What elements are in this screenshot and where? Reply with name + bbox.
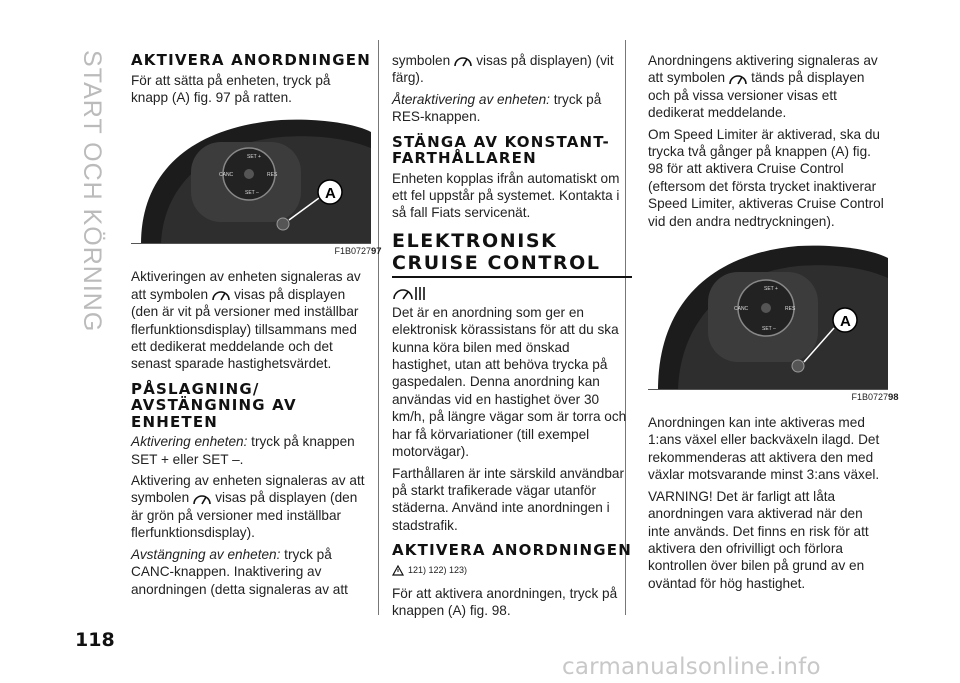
paragraph: Enheten kopplas ifrån automatiskt om ett fel uppstår på systemet. Kontakta i så fall Fiats servicenät. <box>392 170 620 221</box>
column-divider <box>378 40 379 615</box>
set-minus-label: SET – <box>245 190 259 197</box>
heading-paslagning: PÅSLAGNING/ AVSTÄNGNING AV ENHETEN <box>131 379 297 431</box>
heading-aktivera-2: AKTIVERA ANORDNINGEN <box>392 541 632 560</box>
watermark: carmanualsonline.info <box>562 654 821 680</box>
set-plus-label: SET + <box>247 154 261 161</box>
paragraph: Aktiveringen av enheten signaleras av att symbolen visas på displayen (den är vit på versioner med inställbar flerfunktionsdisplay) tillsammans med ett dedikerat meddelande och det senast sparade hastighetsvärdet. <box>131 269 361 372</box>
set-plus-label: SET + <box>764 286 778 293</box>
cruise-activate-button <box>277 218 289 230</box>
page-number: 118 <box>75 629 115 651</box>
cruise-control-icon <box>392 284 432 302</box>
paragraph: Anordningen kan inte aktiveras med 1:ans växel eller backväxeln ilagd. Det rekommenderas att aktivera den med växlar motsvarande minst 3:ans växel. <box>648 415 880 483</box>
paragraph: Farthållaren är inte särskild användbar på starkt trafikerade vägar utanför städerna. Använd inte anordningen i stadstrafik. <box>392 465 624 533</box>
res-label: RES <box>267 172 278 179</box>
heading-cruise-control: ELEKTRONISK CRUISE CONTROL <box>392 229 601 274</box>
paragraph: Anordningens aktivering signaleras av att symbolen tänds på displayen och på vissa versioner visas ett dedikerat meddelande. <box>648 53 878 121</box>
paragraph: För att aktivera anordningen, tryck på knappen (A) fig. 98. <box>392 586 618 619</box>
paragraph: Det är en anordning som ger en elektronisk körassistans för att du ska kunna köra bilen med önskad hastighet, utan att behöva trycka på gaspedalen. Denna anordning kan användas vid en hastighet över 30 km/h, på längre vägar som är torra och har få körvariationer (till exempel motorvägar). <box>392 304 627 460</box>
paragraph: Återaktivering av enheten: tryck på RES-knappen. <box>392 91 602 125</box>
heading-aktivera: AKTIVERA ANORDNINGEN <box>131 51 371 69</box>
paragraph: Aktivering enheten: tryck på knappen SET + eller SET –. <box>131 434 355 467</box>
figure-code: F1B0727 <box>851 391 888 402</box>
svg-text:A: A <box>325 185 336 203</box>
figure-98 <box>648 236 899 408</box>
figure-code: F1B0727 <box>334 245 371 256</box>
paragraph: symbolen visas på displayen) (vit färg). <box>392 53 614 86</box>
heading-stanga-av: STÄNGA AV KONSTANT-FARTHÅLLAREN <box>392 132 610 168</box>
paragraph: Om Speed Limiter är aktiverad, ska du trycka två gånger på knappen (A) fig. 98 för att aktivera Cruise Control (eftersom det första trycket inaktiverar Speed Limiter, aktiveras Cruise Control vid den andra nedtryckningen). <box>648 126 884 229</box>
column-1 <box>131 51 382 602</box>
paragraph: För att sätta på enheten, tryck på knapp (A) fig. 97 på ratten. <box>131 72 331 105</box>
warning-triangle-icon <box>392 565 404 576</box>
speed-limiter-icon <box>453 54 473 68</box>
column-2 <box>392 52 632 624</box>
steering-wheel-image <box>131 112 371 244</box>
svg-text:A: A <box>840 313 851 331</box>
paragraph: Avstängning av enheten: tryck på CANC-knappen. Inaktivering av anordningen (detta signaleras av att <box>131 546 348 597</box>
cruise-control-icon <box>728 72 748 86</box>
heading-rule <box>392 276 632 278</box>
set-minus-label: SET – <box>762 326 776 333</box>
speed-limiter-icon <box>211 288 231 302</box>
column-3 <box>648 52 899 596</box>
figure-97 <box>131 112 382 262</box>
paragraph: Aktivering av enheten signaleras av att symbolen visas på displayen (den är grön på versioner med inställbar flerfunktionsdisplay). <box>131 473 365 541</box>
steering-wheel-image <box>648 236 888 390</box>
res-label: RES <box>785 306 796 313</box>
paragraph: VARNING! Det är farligt att låta anordningen vara aktiverad när den inte används. Det finns en risk för att aktivera den ofrivilligt och förlora kontrollen över bilen på grund av en oväntad för hög hastighet. <box>648 488 869 591</box>
cruise-activate-button <box>792 360 804 372</box>
figure-number: 97 <box>371 245 382 257</box>
canc-label: CANC <box>219 172 234 179</box>
chapter-side-title: START OCH KÖRNING <box>78 50 106 333</box>
canc-label: CANC <box>734 306 749 313</box>
warning-references: 121) 122) 123) <box>392 562 632 579</box>
figure-number: 98 <box>888 391 899 403</box>
speed-limiter-icon <box>192 492 212 506</box>
